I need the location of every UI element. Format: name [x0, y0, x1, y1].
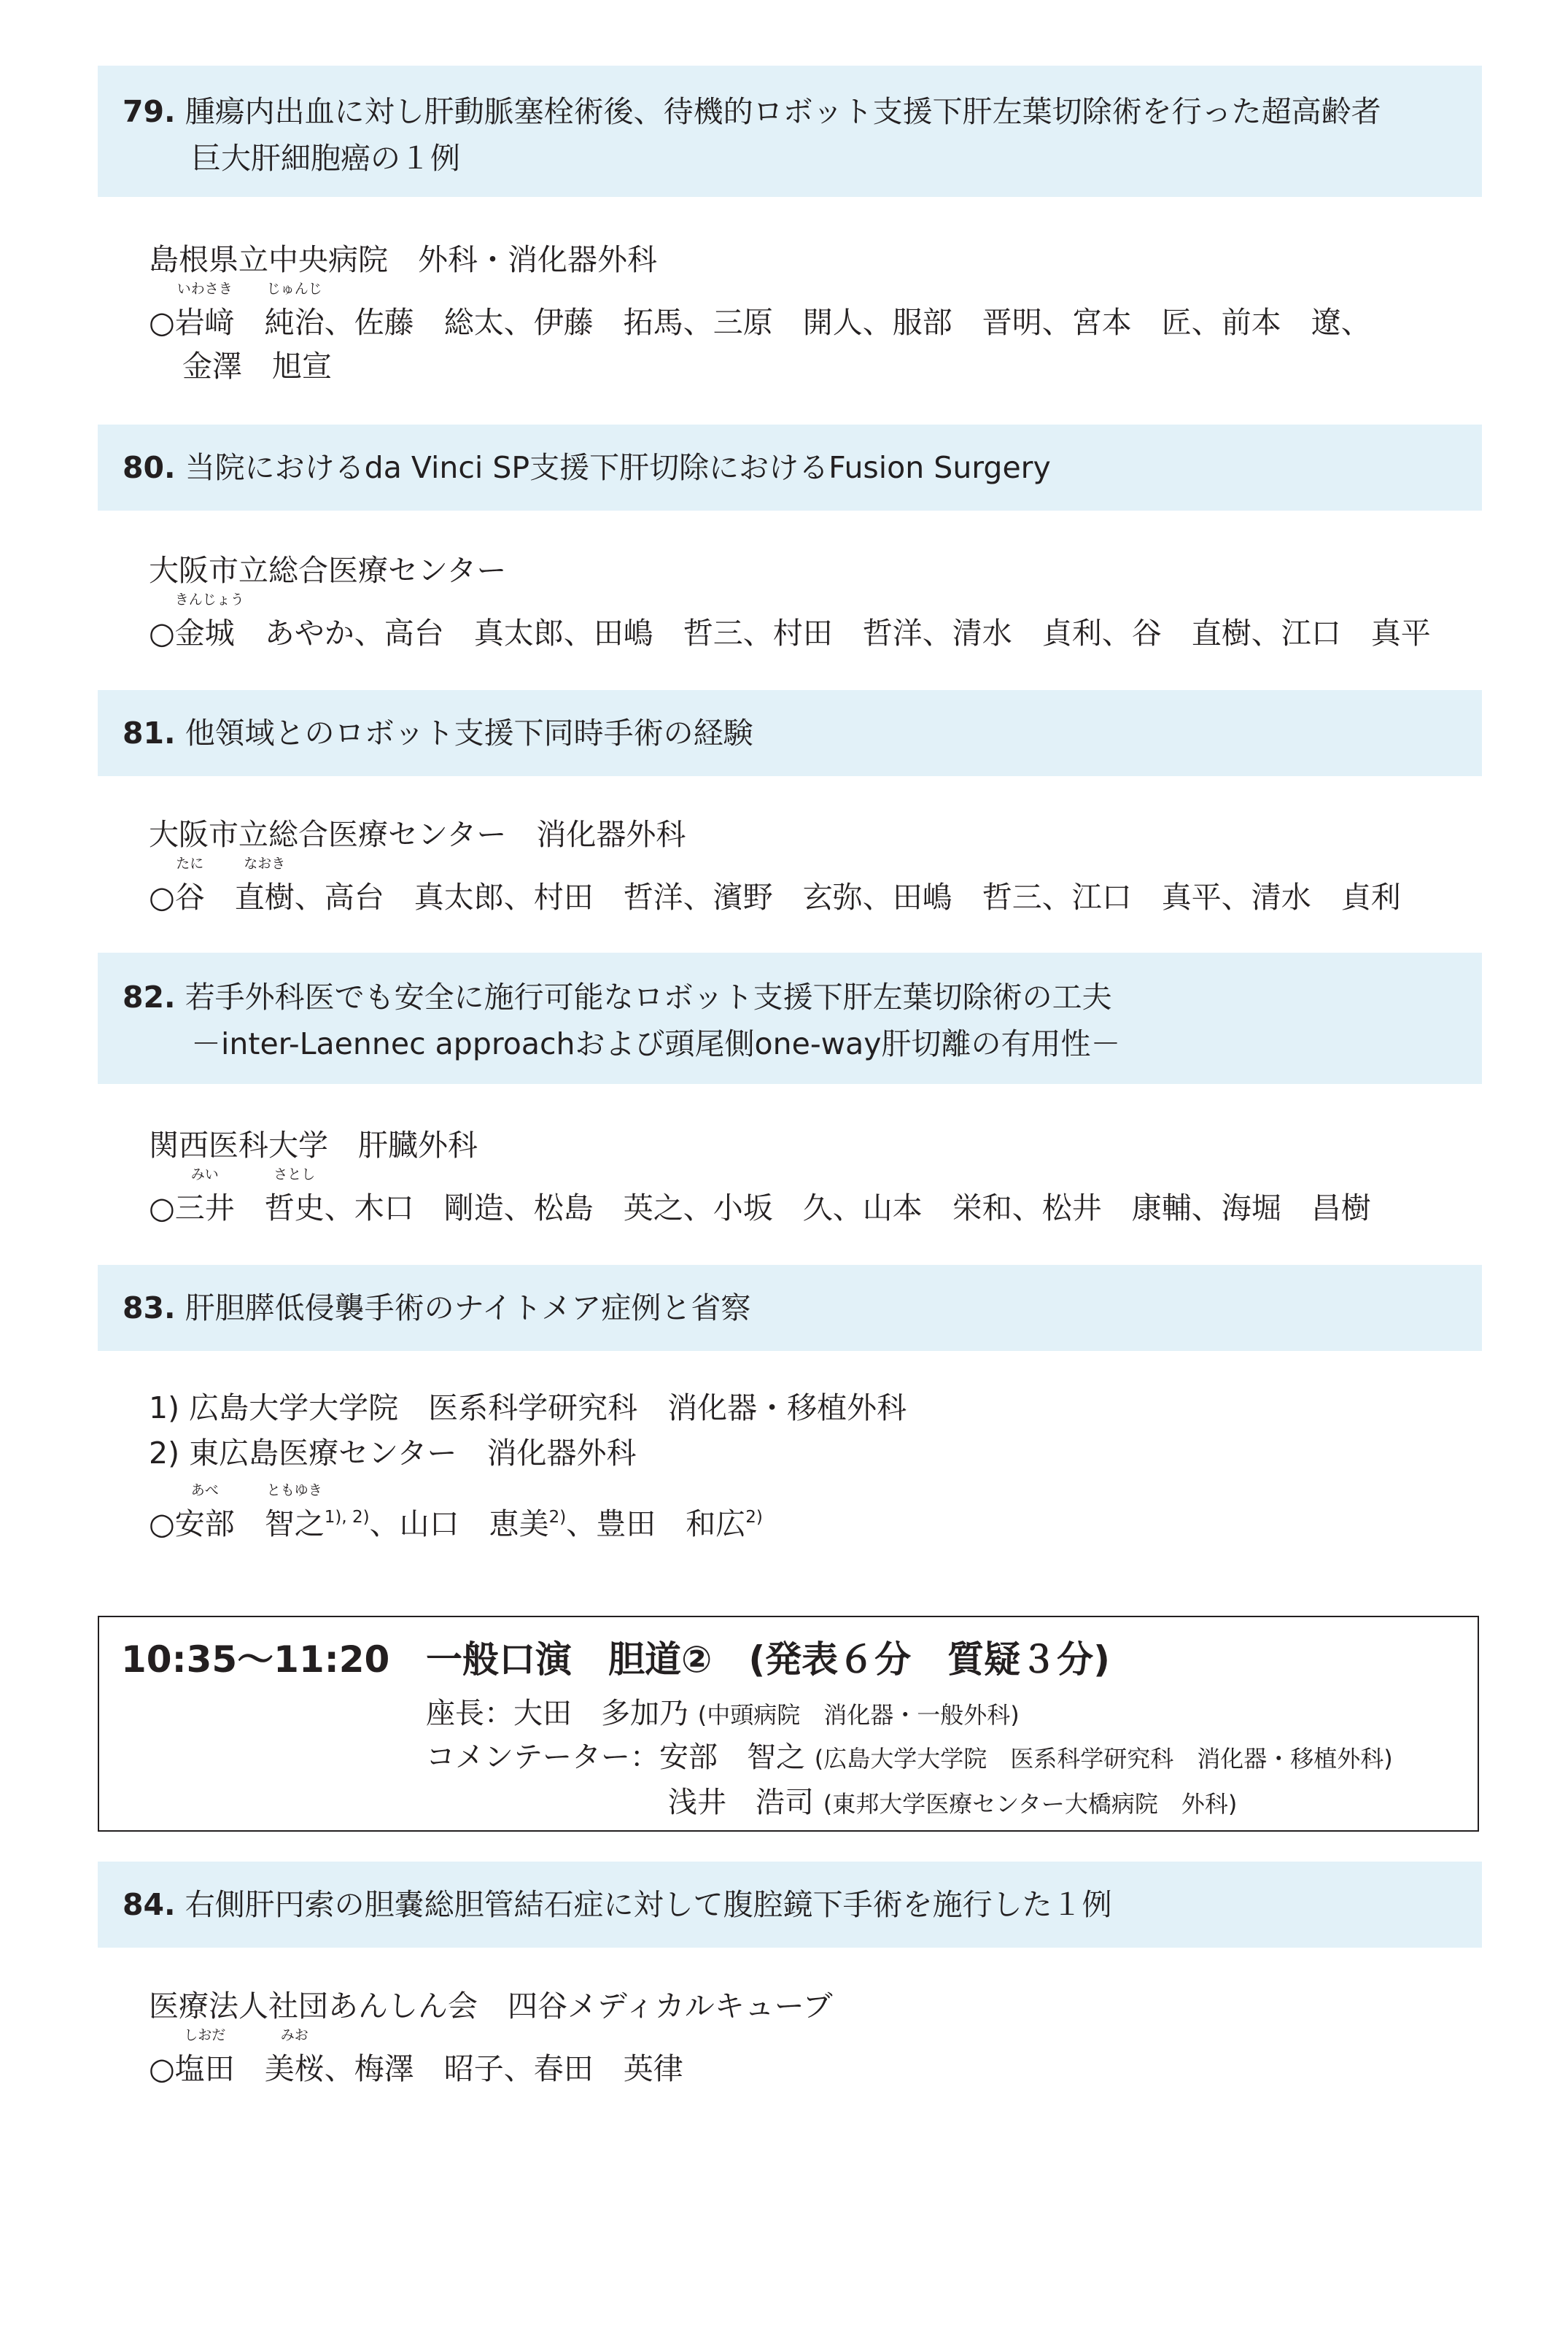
- name-kanji: 純治: [264, 305, 325, 340]
- session-title: 一般口演 胆道② (発表６分 質疑３分): [426, 1638, 1111, 1681]
- ruby-reading: じゅんじ: [266, 281, 322, 297]
- name-kanji: 哲史: [264, 1190, 325, 1225]
- presentation-82-affiliation: 関西医科大学 肝臓外科: [149, 1128, 478, 1163]
- presentation-84-affiliation: 医療法人社団あんしん会 四谷メディカルキューブ: [149, 1989, 833, 2024]
- commentator-label: コメンテーター：: [426, 1740, 659, 1774]
- name-kanji: 安部: [174, 1506, 235, 1541]
- presenter-mark: ○: [149, 616, 175, 651]
- presenter-mark: ○: [149, 880, 175, 915]
- title-text: 肝胆膵低侵襲手術のナイトメア症例と省察: [185, 1290, 751, 1325]
- coauthors: 、佐藤 総太、伊藤 拓馬、三原 開人、服部 晋明、宮本 匠、前本 遼、: [324, 305, 1371, 340]
- name-kanji: 金城: [174, 616, 235, 651]
- presenter-family-name: [174, 281, 235, 344]
- ruby-reading: しおだ: [184, 2027, 226, 2043]
- name-kanji: 美桜: [264, 2051, 325, 2086]
- presenter-given-name: [264, 1482, 325, 1546]
- ruby-reading: いわさき: [176, 281, 233, 297]
- presentation-80-title: [123, 444, 1051, 492]
- presenter-given-name: [264, 2027, 325, 2091]
- presentation-83-authors: [149, 1482, 763, 1546]
- presenter-mark: ○: [149, 305, 175, 340]
- presentation-number: 81.: [123, 716, 176, 751]
- presenter-family-name: [174, 592, 244, 655]
- presentation-number: 80.: [123, 450, 176, 485]
- presentation-81-affiliation: 大阪市立総合医療センター 消化器外科: [149, 817, 686, 852]
- ruby-reading: たに: [176, 856, 204, 872]
- session-commentator-2: [668, 1779, 1237, 1821]
- presentation-79-affiliation: 島根県立中央病院 外科・消化器外科: [149, 242, 657, 277]
- presentation-81-title: [123, 709, 753, 757]
- presentation-84-title: [123, 1881, 1112, 1929]
- presentation-79-authors-cont: 金澤 旭宣: [182, 349, 332, 384]
- presentation-79-title: [123, 88, 1381, 136]
- commentator-affiliation: (広島大学大学院 医系科学研究科 消化器・移植外科): [814, 1745, 1393, 1773]
- coauthors: 、木口 剛造、松島 英之、小坂 久、山本 栄和、松井 康輔、海堀 昌樹: [324, 1190, 1371, 1225]
- presentation-80-affiliation: 大阪市立総合医療センター: [149, 553, 507, 588]
- presentation-number: 79.: [123, 94, 176, 129]
- coauthors: 、高台 真太郎、田嶋 哲三、村田 哲洋、清水 貞利、谷 直樹、江口 真平: [354, 616, 1431, 651]
- title-text: 他領域とのロボット支援下同時手術の経験: [185, 716, 753, 751]
- affiliation-superscript: 2): [745, 1508, 763, 1527]
- name-kanji: 直樹: [234, 880, 295, 915]
- presentation-number: 84.: [123, 1887, 176, 1922]
- ruby-reading: きんじょう: [174, 592, 244, 608]
- presentation-83-affiliation-2: 2) 東広島医療センター 消化器外科: [149, 1436, 637, 1471]
- name-kanji: 智之: [264, 1506, 325, 1541]
- presenter-family-name: [174, 2027, 235, 2091]
- ruby-reading: ともゆき: [266, 1482, 322, 1498]
- presentation-80-authors: [149, 592, 1431, 655]
- presenter-mark: ○: [149, 1506, 175, 1541]
- chair-affiliation: (中頭病院 消化器・一般外科): [697, 1701, 1020, 1729]
- presenter-family-name: [174, 1166, 235, 1230]
- name-kanji: 塩田: [174, 2051, 235, 2086]
- presentation-82-title: [123, 973, 1112, 1021]
- presentation-81-authors: [149, 856, 1401, 919]
- ruby-reading: みお: [280, 2027, 308, 2043]
- presenter-given-name: [264, 1166, 325, 1230]
- coauthors: 、梅澤 昭子、春田 英律: [324, 2051, 683, 2086]
- presentation-83-title: [123, 1284, 750, 1332]
- name-kanji: 谷: [174, 880, 205, 915]
- presentation-82-authors: [149, 1166, 1371, 1230]
- presentation-79-authors: [149, 281, 1371, 344]
- session-commentator-1: [426, 1734, 1393, 1776]
- presentation-83-affiliation-1: 1) 広島大学大学院 医系科学研究科 消化器・移植外科: [149, 1390, 907, 1425]
- presenter-mark: ○: [149, 2051, 175, 2086]
- session-time: 10:35～11:20: [121, 1638, 390, 1681]
- presenter-family-name: [174, 1482, 235, 1546]
- presentation-82-title-cont: －inter-Laennec approachおよび頭尾側one-way肝切離の有用性－: [191, 1026, 1121, 1061]
- presentation-79-title-cont: 巨大肝細胞癌の１例: [191, 141, 460, 176]
- presenter-given-name: あやか: [264, 616, 354, 651]
- ruby-reading: さとし: [273, 1166, 316, 1182]
- name-kanji: 岩﨑: [174, 305, 235, 340]
- ruby-reading: あべ: [190, 1482, 219, 1498]
- commentator-name: 安部 智之: [659, 1740, 805, 1774]
- affiliation-superscript: 2): [548, 1508, 567, 1527]
- presenter-given-name: [264, 281, 325, 344]
- presenter-given-name: [234, 856, 295, 919]
- coauthor: 、山口 恵美: [369, 1506, 549, 1541]
- affiliation-superscript: 1), 2): [324, 1508, 370, 1527]
- commentator-name: 浅井 浩司: [668, 1786, 814, 1819]
- session-box: [98, 1616, 1479, 1832]
- title-text: 当院におけるda Vinci SP支援下肝切除におけるFusion Surgery: [185, 450, 1051, 485]
- presenter-family-name: [174, 856, 205, 919]
- title-text: 右側肝円索の胆嚢総胆管結石症に対して腹腔鏡下手術を施行した１例: [185, 1887, 1112, 1922]
- coauthors: 、高台 真太郎、村田 哲洋、濱野 玄弥、田嶋 哲三、江口 真平、清水 貞利: [294, 880, 1401, 915]
- ruby-reading: みい: [190, 1166, 219, 1182]
- presentation-number: 83.: [123, 1290, 176, 1325]
- presenter-mark: ○: [149, 1190, 175, 1225]
- presentation-number: 82.: [123, 980, 176, 1015]
- commentator-affiliation: (東邦大学医療センター大橋病院 外科): [823, 1790, 1238, 1818]
- name-kanji: 三井: [174, 1190, 235, 1225]
- title-text: 若手外科医でも安全に施行可能なロボット支援下肝左葉切除術の工夫: [185, 980, 1112, 1015]
- chair-name: 大田 多加乃: [513, 1697, 688, 1730]
- presentation-84-authors: [149, 2027, 683, 2091]
- ruby-reading: なおき: [244, 856, 286, 872]
- session-chair: [426, 1690, 1020, 1732]
- chair-label: 座長：: [426, 1697, 513, 1730]
- coauthor: 、豊田 和広: [566, 1506, 746, 1541]
- title-text: 腫瘍内出血に対し肝動脈塞栓術後、待機的ロボット支援下肝左葉切除術を行った超高齢者: [185, 94, 1381, 129]
